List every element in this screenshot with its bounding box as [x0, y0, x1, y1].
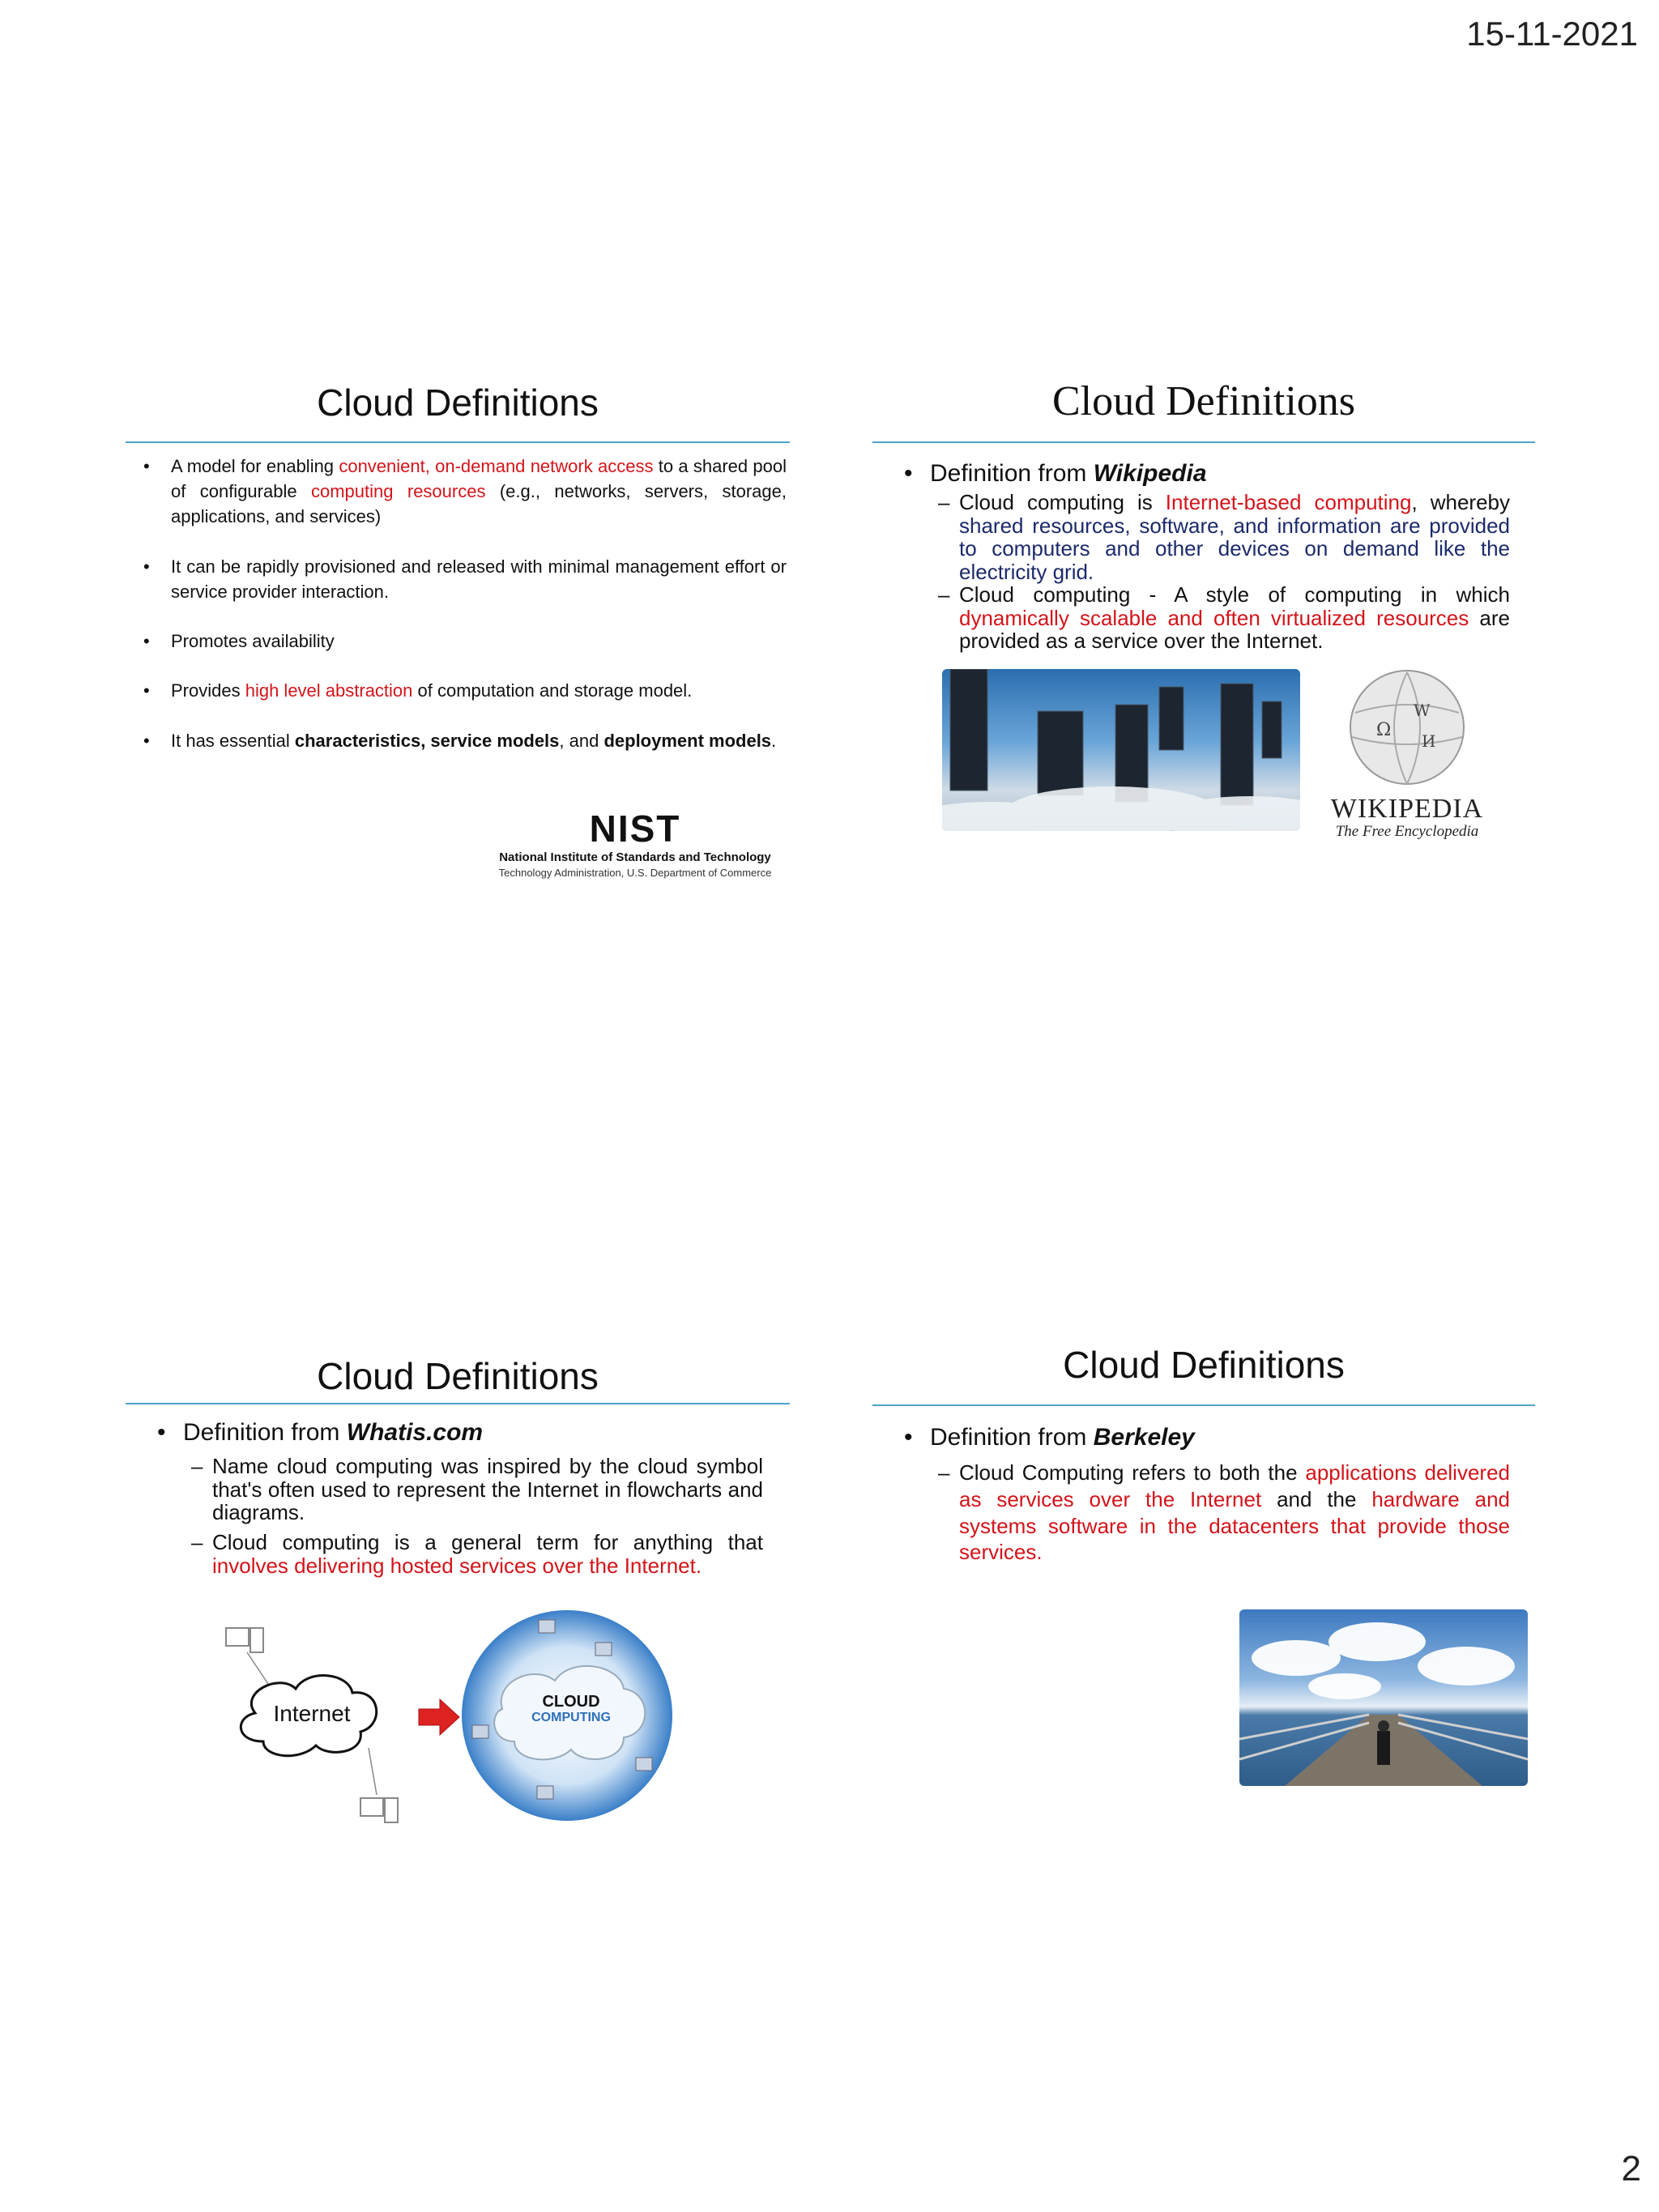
bullet-item: • A model for enabling convenient, on-demand network access to a shared pool of configurable computing resources (e.g., networks, servers, storage, applications, and services)	[142, 454, 787, 530]
nist-wordmark: NIST	[589, 810, 681, 850]
internet-label: Internet	[273, 1701, 351, 1726]
sub-bullet: – Cloud computing is Internet-based computing, whereby shared resources, software, and information are provided to computers and other devices on demand like the electricity grid.	[959, 491, 1510, 583]
bullet-item: • It has essential characteristics, service models, and deployment models.	[142, 728, 787, 753]
sub-bullet: – Cloud computing is a general term for anything that involves delivering hosted services over the Internet.	[212, 1531, 763, 1577]
main-bullet: • Definition from Whatis.com	[183, 1419, 483, 1447]
slide-title: Cloud Definitions	[317, 381, 599, 424]
title-divider	[872, 1404, 1535, 1406]
slide-4	[872, 1336, 1535, 1855]
slide-2	[872, 373, 1535, 891]
bullet-item: • Provides high level abstraction of computation and storage model.	[142, 678, 787, 703]
slide-title: Cloud Definitions	[1063, 1344, 1345, 1386]
title-divider	[872, 441, 1535, 443]
cloud-label-1: CLOUD	[542, 1693, 600, 1711]
sub-bullet: – Cloud computing - A style of computing in which dynamically scalable and often virtualized resources are provided as a service over the Internet.	[959, 583, 1510, 653]
bullet-item: • It can be rapidly provisioned and released with minimal management effort or service provider interaction.	[142, 554, 787, 604]
nist-line-1: National Institute of Standards and Technology	[499, 850, 771, 864]
title-divider	[126, 1403, 790, 1404]
internet-to-cloud-diagram	[215, 1604, 701, 1839]
nist-logo	[470, 810, 800, 881]
sub-bullet: – Cloud Computing refers to both the applications delivered as services over the Internet and the hardware and systems software in the datacenters that provide those services.	[959, 1460, 1510, 1566]
wikipedia-globe-icon	[1316, 656, 1498, 794]
pier-scene-graphic	[1239, 1609, 1528, 1786]
slide-title: Cloud Definitions	[317, 1355, 599, 1397]
main-bullet: • Definition from Wikipedia	[930, 460, 1207, 488]
cloud-label-2: COMPUTING	[531, 1711, 611, 1724]
title-divider	[126, 441, 790, 443]
svg-text:И: И	[1422, 731, 1436, 751]
bullet-list	[142, 454, 787, 778]
businessman-pier-image	[1239, 1609, 1528, 1786]
wikipedia-wordmark: WIKIPEDIA	[1330, 794, 1484, 824]
server-racks-icon	[942, 669, 1300, 831]
sub-bullet: – Name cloud computing was inspired by the cloud symbol that's often used to represent the Internet in flowcharts and diagrams.	[212, 1455, 763, 1524]
slide-1	[126, 373, 790, 891]
page-number: 2	[1621, 2149, 1641, 2189]
slide-3	[126, 1345, 790, 1863]
main-bullet: • Definition from Berkeley	[930, 1424, 1195, 1451]
nist-line-2: Technology Administration, U.S. Department of Commerce	[498, 867, 772, 879]
svg-text:W: W	[1414, 701, 1431, 720]
slide-title: Cloud Definitions	[1051, 378, 1356, 424]
wikipedia-logo	[1316, 656, 1498, 842]
wikipedia-tagline: The Free Encyclopedia	[1335, 823, 1479, 840]
svg-text:Ω: Ω	[1376, 720, 1392, 740]
page-date: 15-11-2021	[1466, 15, 1638, 53]
bullet-item: • Promotes availability	[142, 629, 787, 654]
datacenter-cloud-image	[942, 669, 1300, 831]
